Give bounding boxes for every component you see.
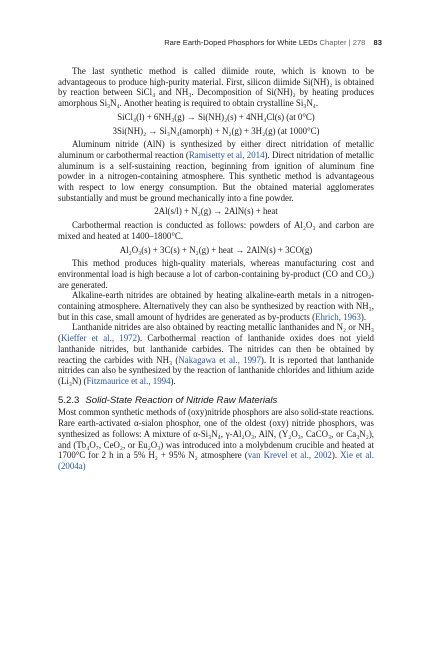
paragraph-lanthanide xyxy=(58,322,374,386)
equation-carbothermal: Al₂O₃(s) + 3C(s) + N₂(g) + heat → 2AlN(s) + 3CO(g) xyxy=(119,244,313,255)
paragraph-alkaline xyxy=(58,290,374,322)
paragraph-diimide: The last synthetic method is called diimide route, which is known to be advantageous to produce high-purity material. First, silicon diimide Si(NH)₂ is obtained by reaction between SiCl₄ and NH₃. Decomposition of Si(NH)₂ by heating produces amorphous Si₃N₄. Another heating is required to obtain crystalline Si₃N₄. xyxy=(58,66,374,109)
citation-link[interactable]: Nakagawa et al., 1997 xyxy=(178,354,261,365)
citation-link[interactable]: Kieffer et al., 1972 xyxy=(60,333,138,344)
equation-al-nitridation: 2Al(s/l) + N₂(g) → 2AlN(s) + heat xyxy=(154,206,278,217)
text: Most common synthetic methods of (oxy)nitride phosphors are also solid-state reactions. Rare earth-activated α-sialon phosphor, one of the oldest (oxy) nitride phosphors, was synthesized as follows: A mixture of α-Si₃N₄, γ-Al₂O₃, AlN, (Y₂O₃, CaCO₃, or Ca₃N₂), and (Tb₄O₇, CeO₂, or Eu₂O₃) was introduced into a molybdenum crucible and heated at 1700°C for 2 h in a 5% H₂ + 95% N₂ atmosphere ( xyxy=(58,407,374,461)
text: ). It is reported that lanthanide nitrides can also be synthesized by the reaction of lanthanide chlorides and lithium azide (Li₃N) ( xyxy=(58,354,374,386)
citation-link[interactable]: Fitzmaurice et al., 1994 xyxy=(86,375,171,386)
section-title: Solid-State Reaction of Nitride Raw Materials xyxy=(85,394,278,406)
section-number: 5.2.3 xyxy=(58,394,80,406)
citation-link[interactable]: Ehrich, 1963 xyxy=(315,311,361,322)
text: ). xyxy=(360,311,367,322)
text: ). xyxy=(170,375,176,386)
text: ). Direct nitridation of metallic aluminum is a self-sustaining reaction, beginning from ignition of aluminum fine powder in a nitrogen-containing atmosphere. This synthetic method is advantageous with respect to low energy consumption. But the obtained material agglomerates substantially and must be ground mechanically into a fine powder. xyxy=(58,149,374,203)
paragraph-carbothermal: Carbothermal reaction is conducted as follows: powders of Al₂O₃ and carbon are mixed and heated at 1400–1800°C. xyxy=(58,220,374,241)
equation-sicl4: SiCl₄(l) + 6NH₃(g) → Si(NH)₂(s) + 4NH₄Cl(s) (at 0°C) xyxy=(117,111,315,122)
text: Aluminum nitride (AlN) is synthesized by either direct nitridation of metallic aluminum or carbothermal reaction ( xyxy=(58,139,374,160)
text: Alkaline-earth nitrides are obtained by heating alkaline-earth metals in a nitrogen-containing atmosphere. Alternatively they can also be synthesized by reaction with NH₃, but in this case, small amount of hydrides are generated as by-products ( xyxy=(58,290,374,322)
page-number: 83 xyxy=(373,38,382,47)
text: ). Carbothermal reaction of lanthanide oxides does not yield lanthanide nitrides, but lanthanide carbides. The nitrides can then be obtained by reacting the carbides with NH₃ ( xyxy=(58,333,374,365)
citation-link[interactable]: Xie et al. (2004a) xyxy=(58,450,374,471)
running-title: Rare Earth-Doped Phosphors for White LEDs xyxy=(164,38,318,47)
paragraph-aln xyxy=(58,139,374,203)
section-heading xyxy=(58,396,374,407)
citation-link[interactable]: Ramisetty et al, 2014 xyxy=(188,149,265,160)
paragraph-method: This method produces high-quality materials, whereas manufacturing cost and environmental load is high because a lot of carbon-containing by-product (CO and CO₂) are generated. xyxy=(58,258,374,290)
citation-link[interactable]: van Krevel et al., 2002 xyxy=(247,450,332,461)
running-header xyxy=(0,38,382,47)
text: ). xyxy=(331,450,341,461)
chapter-label: Chapter | 278 xyxy=(319,38,366,47)
text: Lanthanide nitrides are also obtained by reacting metallic lanthanides and N₂ or NH₃ ( xyxy=(58,322,374,344)
paragraph-solid-state xyxy=(58,407,374,471)
equation-sinh2: 3Si(NH)₂ → Si₃N₄(amorph) + N₂(g) + 3H₂(g) (at 1000°C) xyxy=(112,125,320,136)
page-body xyxy=(58,66,374,472)
